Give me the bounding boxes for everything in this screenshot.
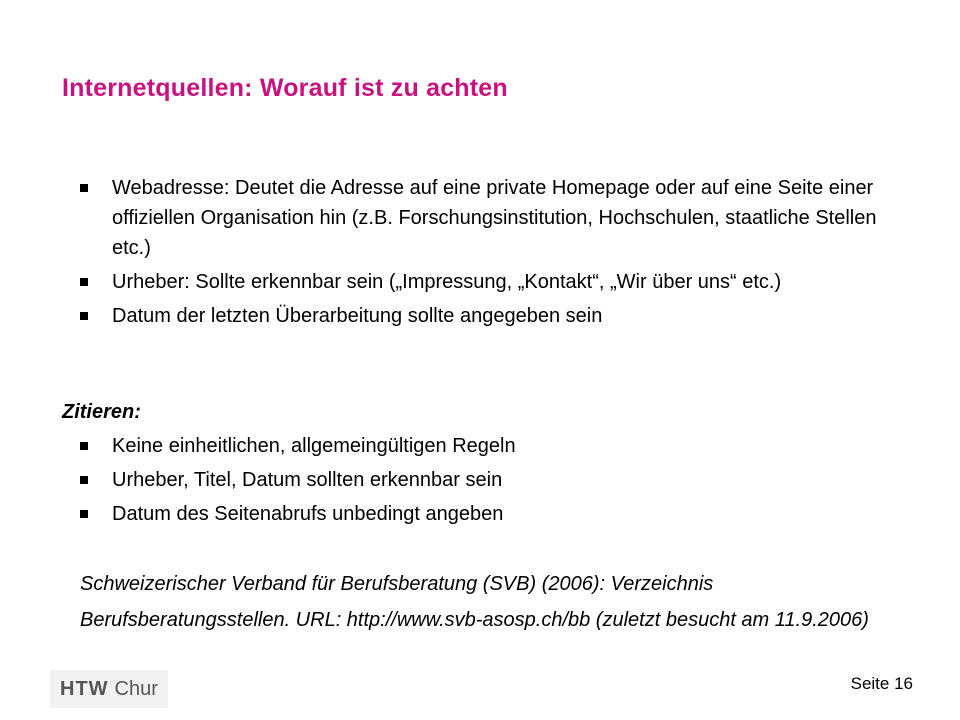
list-item-text: Webadresse: Deutet die Adresse auf eine private Homepage oder auf eine Seite einer offiziellen Organisation hin (z.B. Forschungsinstitution, Hochschulen, staatliche Stellen etc.) [112,177,877,259]
htw-chur-logo [50,670,168,708]
list-item-text: Datum der letzten Überarbeitung sollte angegeben sein [112,305,603,327]
square-bullet-icon [76,431,96,461]
criteria-list [76,173,916,335]
list-item [76,301,916,331]
square-bullet-icon [76,301,96,331]
reference-example: Schweizerischer Verband für Berufsberatung (SVB) (2006): Verzeichnis Berufsberatungsstellen. URL: http://www.svb-asosp.ch/bb (zuletzt besucht am 11.9.2006) [80,573,869,631]
logo-bold-text: HTW [60,677,109,700]
list-item [76,173,916,263]
logo-text: Chur [114,677,158,700]
list-item [76,431,916,461]
citing-rules-list [76,431,916,533]
list-item [76,267,916,297]
list-item [76,465,916,495]
list-item-text: Urheber, Titel, Datum sollten erkennbar sein [112,469,503,491]
square-bullet-icon [76,173,96,203]
square-bullet-icon [76,499,96,529]
slide-title: Internetquellen: Worauf ist zu achten [62,74,508,102]
list-item-text: Urheber: Sollte erkennbar sein („Impressung, „Kontakt“, „Wir über uns“ etc.) [112,271,782,293]
square-bullet-icon [76,267,96,297]
list-item-text: Datum des Seitenabrufs unbedingt angeben [112,503,504,525]
citing-heading: Zitieren: [62,401,141,423]
list-item-text: Keine einheitlichen, allgemeingültigen Regeln [112,435,516,457]
square-bullet-icon [76,465,96,495]
list-item [76,499,916,529]
page-number: Seite 16 [850,674,913,693]
